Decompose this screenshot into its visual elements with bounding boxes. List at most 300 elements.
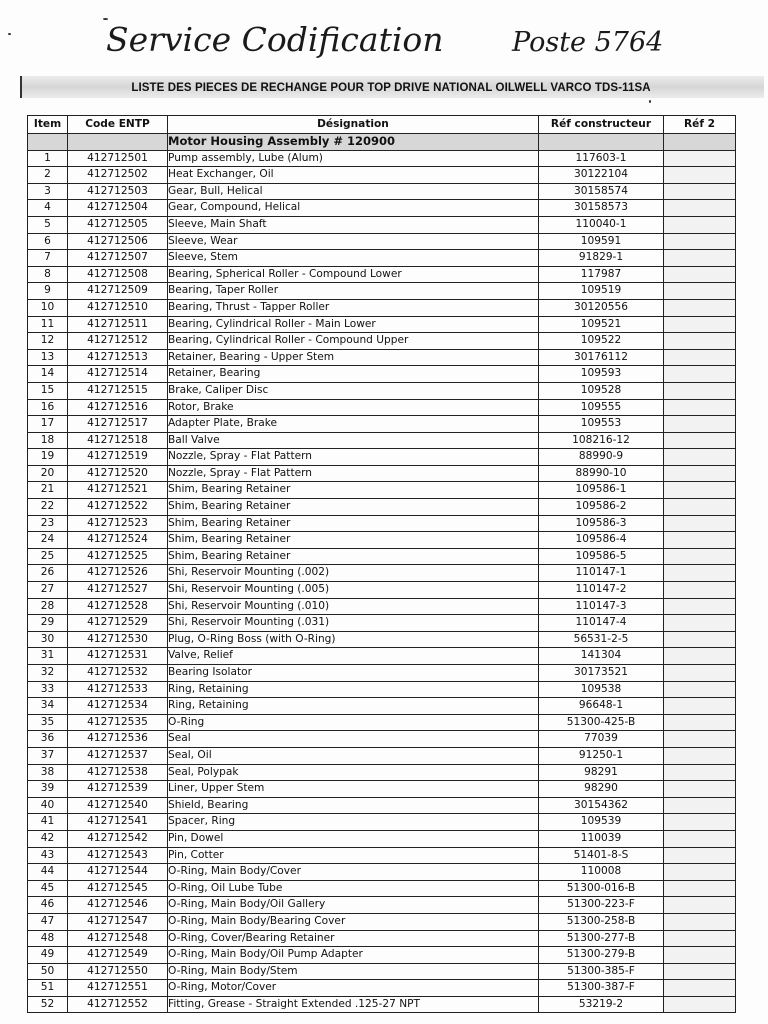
scan-speck	[103, 18, 108, 20]
table-row	[28, 847, 736, 864]
table-row	[28, 216, 736, 233]
section-row	[28, 134, 736, 151]
code-cell: 412712548	[68, 930, 168, 947]
table-row	[28, 366, 736, 383]
table-row	[28, 482, 736, 499]
item-cell: 35	[28, 714, 68, 731]
code-cell: 412712507	[68, 250, 168, 267]
handwritten-heading	[106, 14, 666, 66]
code-cell: 412712501	[68, 150, 168, 167]
code-cell: 412712511	[68, 316, 168, 333]
document-subtitle: LISTE DES PIECES DE RECHANGE POUR TOP DRIVE NATIONAL OILWELL VARCO TDS-11SA	[131, 82, 651, 94]
table-row	[28, 814, 736, 831]
item-cell: 52	[28, 996, 68, 1013]
ref-cell: 109538	[539, 681, 664, 698]
ref2-cell	[664, 714, 736, 731]
designation-cell: Pin, Cotter	[168, 847, 539, 864]
code-cell: 412712515	[68, 382, 168, 399]
item-cell: 16	[28, 399, 68, 416]
designation-cell: O-Ring, Main Body/Oil Pump Adapter	[168, 947, 539, 964]
code-cell: 412712506	[68, 233, 168, 250]
ref-cell: 109586-1	[539, 482, 664, 499]
ref2-cell	[664, 167, 736, 184]
table-row	[28, 615, 736, 632]
designation-cell: Pin, Dowel	[168, 830, 539, 847]
code-cell: 412712534	[68, 698, 168, 715]
ref-cell: 141304	[539, 648, 664, 665]
code-cell: 412712530	[68, 631, 168, 648]
ref-cell: 109593	[539, 366, 664, 383]
ref-cell: 110008	[539, 864, 664, 881]
ref-cell: 30120556	[539, 299, 664, 316]
item-cell: 11	[28, 316, 68, 333]
table-row	[28, 598, 736, 615]
table-row	[28, 582, 736, 599]
code-cell: 412712513	[68, 349, 168, 366]
designation-cell: Adapter Plate, Brake	[168, 416, 539, 433]
ref2-cell	[664, 648, 736, 665]
ref-cell: 51300-016-B	[539, 880, 664, 897]
table-row	[28, 532, 736, 549]
designation-cell: Ball Valve	[168, 432, 539, 449]
designation-cell: Shield, Bearing	[168, 797, 539, 814]
designation-cell: Fitting, Grease - Straight Extended .125-27 NPT	[168, 996, 539, 1013]
ref2-cell	[664, 532, 736, 549]
table-row	[28, 947, 736, 964]
item-cell: 2	[28, 167, 68, 184]
code-cell: 412712537	[68, 747, 168, 764]
item-cell: 24	[28, 532, 68, 549]
item-cell: 7	[28, 250, 68, 267]
code-cell: 412712528	[68, 598, 168, 615]
ref2-cell	[664, 333, 736, 350]
table-row	[28, 283, 736, 300]
ref2-cell	[664, 316, 736, 333]
ref2-cell	[664, 482, 736, 499]
designation-cell: Liner, Upper Stem	[168, 781, 539, 798]
ref2-cell	[664, 980, 736, 997]
ref2-cell	[664, 432, 736, 449]
ref2-cell	[664, 216, 736, 233]
designation-cell: Sleeve, Stem	[168, 250, 539, 267]
designation-cell: Brake, Caliper Disc	[168, 382, 539, 399]
handwritten-poste: Poste 5764	[512, 27, 664, 58]
ref-cell: 110039	[539, 830, 664, 847]
ref2-cell	[664, 150, 736, 167]
table-row	[28, 565, 736, 582]
item-cell: 17	[28, 416, 68, 433]
table-row	[28, 150, 736, 167]
ref2-cell	[664, 582, 736, 599]
scan-speck	[8, 33, 11, 35]
designation-cell: Bearing Isolator	[168, 665, 539, 682]
ref-cell: 108216-12	[539, 432, 664, 449]
item-cell: 28	[28, 598, 68, 615]
ref-cell: 51300-425-B	[539, 714, 664, 731]
ref-cell: 109522	[539, 333, 664, 350]
ref2-cell	[664, 399, 736, 416]
designation-cell: O-Ring	[168, 714, 539, 731]
ref2-cell	[664, 814, 736, 831]
table-row	[28, 830, 736, 847]
item-cell: 39	[28, 781, 68, 798]
ref-cell: 109528	[539, 382, 664, 399]
ref2-cell	[664, 947, 736, 964]
ref-cell: 88990-9	[539, 449, 664, 466]
code-cell: 412712519	[68, 449, 168, 466]
ref-cell: 109586-2	[539, 499, 664, 516]
designation-cell: Plug, O-Ring Boss (with O-Ring)	[168, 631, 539, 648]
designation-cell: O-Ring, Main Body/Bearing Cover	[168, 913, 539, 930]
item-cell: 19	[28, 449, 68, 466]
ref2-cell	[664, 200, 736, 217]
ref2-cell	[664, 183, 736, 200]
header-item: Item	[28, 116, 68, 134]
ref2-cell	[664, 266, 736, 283]
designation-cell: Nozzle, Spray - Flat Pattern	[168, 449, 539, 466]
table-row	[28, 648, 736, 665]
item-cell: 40	[28, 797, 68, 814]
scan-speck	[649, 100, 651, 103]
handwritten-title: Service Codification	[106, 20, 444, 59]
table-row	[28, 449, 736, 466]
table-row	[28, 333, 736, 350]
table-row	[28, 897, 736, 914]
table-row	[28, 399, 736, 416]
code-cell: 412712526	[68, 565, 168, 582]
table-row	[28, 747, 736, 764]
table-row	[28, 465, 736, 482]
table-row	[28, 548, 736, 565]
ref-cell: 109555	[539, 399, 664, 416]
ref-cell: 77039	[539, 731, 664, 748]
code-cell: 412712545	[68, 880, 168, 897]
header-designation: Désignation	[168, 116, 539, 134]
item-cell: 8	[28, 266, 68, 283]
ref-cell: 30154362	[539, 797, 664, 814]
table-row	[28, 631, 736, 648]
code-cell: 412712536	[68, 731, 168, 748]
ref-cell: 110147-2	[539, 582, 664, 599]
table-row	[28, 266, 736, 283]
item-cell: 49	[28, 947, 68, 964]
table-row	[28, 880, 736, 897]
designation-cell: Gear, Compound, Helical	[168, 200, 539, 217]
ref-cell: 51300-223-F	[539, 897, 664, 914]
table-row	[28, 167, 736, 184]
item-cell: 41	[28, 814, 68, 831]
designation-cell: Shi, Reservoir Mounting (.010)	[168, 598, 539, 615]
table-row	[28, 930, 736, 947]
ref2-cell	[664, 548, 736, 565]
designation-cell: Pump assembly, Lube (Alum)	[168, 150, 539, 167]
item-cell: 45	[28, 880, 68, 897]
ref-cell: 91829-1	[539, 250, 664, 267]
code-cell: 412712547	[68, 913, 168, 930]
table-row	[28, 797, 736, 814]
designation-cell: Bearing, Taper Roller	[168, 283, 539, 300]
ref-cell: 30176112	[539, 349, 664, 366]
item-cell: 12	[28, 333, 68, 350]
item-cell: 29	[28, 615, 68, 632]
ref-cell: 98291	[539, 764, 664, 781]
code-cell: 412712527	[68, 582, 168, 599]
designation-cell: Bearing, Cylindrical Roller - Compound Upper	[168, 333, 539, 350]
ref2-cell	[664, 299, 736, 316]
designation-cell: Shi, Reservoir Mounting (.031)	[168, 615, 539, 632]
code-cell: 412712544	[68, 864, 168, 881]
ref-cell: 110040-1	[539, 216, 664, 233]
code-cell: 412712533	[68, 681, 168, 698]
designation-cell: Sleeve, Main Shaft	[168, 216, 539, 233]
code-cell: 412712542	[68, 830, 168, 847]
item-cell: 5	[28, 216, 68, 233]
designation-cell: O-Ring, Cover/Bearing Retainer	[168, 930, 539, 947]
table-row	[28, 183, 736, 200]
ref2-cell	[664, 897, 736, 914]
item-cell: 6	[28, 233, 68, 250]
designation-cell: O-Ring, Oil Lube Tube	[168, 880, 539, 897]
designation-cell: Heat Exchanger, Oil	[168, 167, 539, 184]
table-row	[28, 382, 736, 399]
item-cell: 38	[28, 764, 68, 781]
ref2-cell	[664, 681, 736, 698]
code-cell: 412712531	[68, 648, 168, 665]
code-cell: 412712550	[68, 963, 168, 980]
table-row	[28, 416, 736, 433]
designation-cell: O-Ring, Main Body/Stem	[168, 963, 539, 980]
ref-cell: 30122104	[539, 167, 664, 184]
table-row	[28, 681, 736, 698]
code-cell: 412712514	[68, 366, 168, 383]
header-ref: Réf constructeur	[539, 116, 664, 134]
ref-cell: 110147-4	[539, 615, 664, 632]
code-cell: 412712523	[68, 515, 168, 532]
designation-cell: Bearing, Thrust - Tapper Roller	[168, 299, 539, 316]
ref-cell: 110147-3	[539, 598, 664, 615]
ref2-cell	[664, 250, 736, 267]
table-row	[28, 963, 736, 980]
ref2-cell	[664, 930, 736, 947]
item-cell: 22	[28, 499, 68, 516]
code-cell: 412712502	[68, 167, 168, 184]
designation-cell: Shim, Bearing Retainer	[168, 515, 539, 532]
ref2-cell	[664, 847, 736, 864]
ref2-cell	[664, 698, 736, 715]
ref-cell: 91250-1	[539, 747, 664, 764]
ref2-cell	[664, 631, 736, 648]
item-cell: 42	[28, 830, 68, 847]
header-ref2: Réf 2	[664, 116, 736, 134]
item-cell: 43	[28, 847, 68, 864]
designation-cell: Shim, Bearing Retainer	[168, 548, 539, 565]
ref-cell: 117603-1	[539, 150, 664, 167]
table-row	[28, 698, 736, 715]
ref2-cell	[664, 963, 736, 980]
table-row	[28, 432, 736, 449]
table-row	[28, 233, 736, 250]
table-row	[28, 250, 736, 267]
ref2-cell	[664, 996, 736, 1013]
code-cell: 412712552	[68, 996, 168, 1013]
item-cell: 15	[28, 382, 68, 399]
table-row	[28, 980, 736, 997]
code-cell: 412712517	[68, 416, 168, 433]
ref-cell: 56531-2-5	[539, 631, 664, 648]
designation-cell: Bearing, Spherical Roller - Compound Lower	[168, 266, 539, 283]
ref2-cell	[664, 233, 736, 250]
designation-cell: Seal, Oil	[168, 747, 539, 764]
table-row	[28, 499, 736, 516]
code-cell: 412712551	[68, 980, 168, 997]
ref2-cell	[664, 615, 736, 632]
ref2-cell	[664, 764, 736, 781]
designation-cell: Shi, Reservoir Mounting (.005)	[168, 582, 539, 599]
ref-cell: 51401-8-S	[539, 847, 664, 864]
code-cell: 412712508	[68, 266, 168, 283]
ref-cell: 51300-387-F	[539, 980, 664, 997]
designation-cell: Seal	[168, 731, 539, 748]
ref2-cell	[664, 747, 736, 764]
table-header-row	[28, 116, 736, 134]
code-cell: 412712540	[68, 797, 168, 814]
ref2-cell	[664, 366, 736, 383]
table-row	[28, 996, 736, 1013]
ref-cell: 109553	[539, 416, 664, 433]
item-cell: 13	[28, 349, 68, 366]
ref2-cell	[664, 565, 736, 582]
designation-cell: O-Ring, Main Body/Cover	[168, 864, 539, 881]
table-row	[28, 515, 736, 532]
table-row	[28, 764, 736, 781]
item-cell: 47	[28, 913, 68, 930]
code-cell: 412712538	[68, 764, 168, 781]
code-cell: 412712510	[68, 299, 168, 316]
designation-cell: Seal, Polypak	[168, 764, 539, 781]
item-cell: 26	[28, 565, 68, 582]
table-row	[28, 913, 736, 930]
ref-cell: 109586-4	[539, 532, 664, 549]
item-cell: 44	[28, 864, 68, 881]
code-cell: 412712543	[68, 847, 168, 864]
code-cell: 412712539	[68, 781, 168, 798]
item-cell: 10	[28, 299, 68, 316]
ref-cell: 109539	[539, 814, 664, 831]
code-cell: 412712532	[68, 665, 168, 682]
header-code: Code ENTP	[68, 116, 168, 134]
ref-cell: 30158574	[539, 183, 664, 200]
code-cell: 412712524	[68, 532, 168, 549]
table-row	[28, 864, 736, 881]
ref-cell: 30173521	[539, 665, 664, 682]
table-row	[28, 349, 736, 366]
ref2-cell	[664, 880, 736, 897]
ref-cell: 110147-1	[539, 565, 664, 582]
ref-cell: 109519	[539, 283, 664, 300]
ref2-cell	[664, 349, 736, 366]
item-cell: 9	[28, 283, 68, 300]
item-cell: 50	[28, 963, 68, 980]
section-title: Motor Housing Assembly # 120900	[168, 134, 539, 151]
ref2-cell	[664, 283, 736, 300]
ref2-cell	[664, 598, 736, 615]
ref-cell: 53219-2	[539, 996, 664, 1013]
ref2-cell	[664, 499, 736, 516]
designation-cell: Retainer, Bearing - Upper Stem	[168, 349, 539, 366]
item-cell: 34	[28, 698, 68, 715]
item-cell: 20	[28, 465, 68, 482]
item-cell: 48	[28, 930, 68, 947]
code-cell: 412712505	[68, 216, 168, 233]
code-cell: 412712546	[68, 897, 168, 914]
item-cell: 23	[28, 515, 68, 532]
ref-cell: 98290	[539, 781, 664, 798]
item-cell: 4	[28, 200, 68, 217]
table-row	[28, 200, 736, 217]
item-cell: 18	[28, 432, 68, 449]
designation-cell: Shi, Reservoir Mounting (.002)	[168, 565, 539, 582]
item-cell: 37	[28, 747, 68, 764]
code-cell: 412712521	[68, 482, 168, 499]
ref2-cell	[664, 665, 736, 682]
ref2-cell	[664, 731, 736, 748]
table-row	[28, 665, 736, 682]
designation-cell: O-Ring, Main Body/Oil Gallery	[168, 897, 539, 914]
code-cell: 412712504	[68, 200, 168, 217]
item-cell: 3	[28, 183, 68, 200]
ref-cell: 51300-279-B	[539, 947, 664, 964]
ref2-cell	[664, 416, 736, 433]
code-cell: 412712525	[68, 548, 168, 565]
ref-cell: 109586-3	[539, 515, 664, 532]
designation-cell: Rotor, Brake	[168, 399, 539, 416]
item-cell: 36	[28, 731, 68, 748]
item-cell: 25	[28, 548, 68, 565]
item-cell: 33	[28, 681, 68, 698]
designation-cell: Ring, Retaining	[168, 698, 539, 715]
ref-cell: 96648-1	[539, 698, 664, 715]
ref-cell: 109591	[539, 233, 664, 250]
table-row	[28, 781, 736, 798]
table-row	[28, 299, 736, 316]
item-cell: 31	[28, 648, 68, 665]
ref2-cell	[664, 830, 736, 847]
designation-cell: Shim, Bearing Retainer	[168, 499, 539, 516]
designation-cell: Gear, Bull, Helical	[168, 183, 539, 200]
ref-cell: 117987	[539, 266, 664, 283]
item-cell: 46	[28, 897, 68, 914]
ref2-cell	[664, 515, 736, 532]
table-row	[28, 316, 736, 333]
ref-cell: 88990-10	[539, 465, 664, 482]
item-cell: 1	[28, 150, 68, 167]
ref-cell: 51300-277-B	[539, 930, 664, 947]
ref2-cell	[664, 913, 736, 930]
designation-cell: Nozzle, Spray - Flat Pattern	[168, 465, 539, 482]
table-row	[28, 731, 736, 748]
designation-cell: O-Ring, Motor/Cover	[168, 980, 539, 997]
parts-table	[27, 115, 736, 1013]
code-cell: 412712512	[68, 333, 168, 350]
item-cell: 30	[28, 631, 68, 648]
ref2-cell	[664, 864, 736, 881]
designation-cell: Sleeve, Wear	[168, 233, 539, 250]
ref2-cell	[664, 781, 736, 798]
designation-cell: Shim, Bearing Retainer	[168, 482, 539, 499]
ref-cell: 30158573	[539, 200, 664, 217]
code-cell: 412712549	[68, 947, 168, 964]
item-cell: 27	[28, 582, 68, 599]
